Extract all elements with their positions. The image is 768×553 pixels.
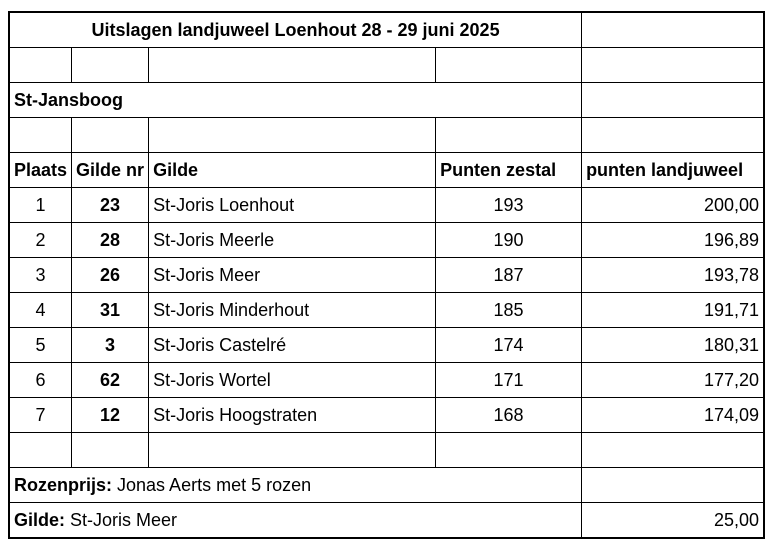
cell-gilde: St-Joris Castelré: [149, 328, 436, 363]
cell-plaats: 6: [10, 363, 72, 398]
cell-gilde: St-Joris Hoogstraten: [149, 398, 436, 433]
cell-punten-landjuweel: 180,31: [582, 328, 764, 363]
cell-punten-landjuweel: 196,89: [582, 223, 764, 258]
cell-punten-zestal: 171: [436, 363, 582, 398]
empty-cell: [582, 13, 764, 48]
table-row: [10, 398, 764, 433]
table-row: [10, 363, 764, 398]
gilde-prijs-row: [10, 503, 764, 538]
cell-punten-landjuweel: 193,78: [582, 258, 764, 293]
gilde-prijs-cell: [10, 503, 582, 538]
header-gilde-nr: Gilde nr: [72, 153, 149, 188]
header-punten-landjuweel: punten landjuweel: [582, 153, 764, 188]
header-row: [10, 153, 764, 188]
cell-gilde: St-Joris Wortel: [149, 363, 436, 398]
cell-plaats: 3: [10, 258, 72, 293]
title-row: [10, 13, 764, 48]
rozenprijs-value: Jonas Aerts met 5 rozen: [112, 474, 312, 495]
empty-row: [10, 48, 764, 83]
page-title: Uitslagen landjuweel Loenhout 28 - 29 juni 2025: [10, 13, 582, 48]
section-title: St-Jansboog: [10, 83, 582, 118]
rozenprijs-cell: [10, 468, 582, 503]
empty-row: [10, 433, 764, 468]
cell-punten-landjuweel: 177,20: [582, 363, 764, 398]
results-table: [9, 12, 764, 538]
gilde-prijs-label: Gilde:: [14, 509, 66, 530]
cell-plaats: 2: [10, 223, 72, 258]
cell-plaats: 5: [10, 328, 72, 363]
cell-punten-zestal: 168: [436, 398, 582, 433]
section-row: [10, 83, 764, 118]
table-row: [10, 223, 764, 258]
cell-gilde: St-Joris Meer: [149, 258, 436, 293]
header-plaats: Plaats: [10, 153, 72, 188]
table-row: [10, 188, 764, 223]
cell-plaats: 1: [10, 188, 72, 223]
gilde-prijs-points: 25,00: [582, 503, 764, 538]
cell-punten-landjuweel: 200,00: [582, 188, 764, 223]
cell-punten-zestal: 174: [436, 328, 582, 363]
cell-punten-landjuweel: 191,71: [582, 293, 764, 328]
cell-gilde-nr: 26: [72, 258, 149, 293]
cell-punten-zestal: 185: [436, 293, 582, 328]
cell-gilde-nr: 23: [72, 188, 149, 223]
rozenprijs-row: [10, 468, 764, 503]
cell-gilde: St-Joris Minderhout: [149, 293, 436, 328]
cell-plaats: 7: [10, 398, 72, 433]
cell-gilde-nr: 28: [72, 223, 149, 258]
cell-gilde-nr: 3: [72, 328, 149, 363]
table-row: [10, 293, 764, 328]
cell-punten-zestal: 187: [436, 258, 582, 293]
cell-gilde-nr: 31: [72, 293, 149, 328]
table-row: [10, 258, 764, 293]
cell-punten-zestal: 190: [436, 223, 582, 258]
header-punten-zestal: Punten zestal: [436, 153, 582, 188]
cell-plaats: 4: [10, 293, 72, 328]
cell-punten-landjuweel: 174,09: [582, 398, 764, 433]
cell-gilde-nr: 12: [72, 398, 149, 433]
cell-gilde: St-Joris Meerle: [149, 223, 436, 258]
rozenprijs-label: Rozenprijs:: [14, 474, 113, 495]
gilde-prijs-value: St-Joris Meer: [65, 509, 178, 530]
cell-gilde: St-Joris Loenhout: [149, 188, 436, 223]
empty-row: [10, 118, 764, 153]
cell-gilde-nr: 62: [72, 363, 149, 398]
cell-punten-zestal: 193: [436, 188, 582, 223]
table-row: [10, 328, 764, 363]
header-gilde: Gilde: [149, 153, 436, 188]
